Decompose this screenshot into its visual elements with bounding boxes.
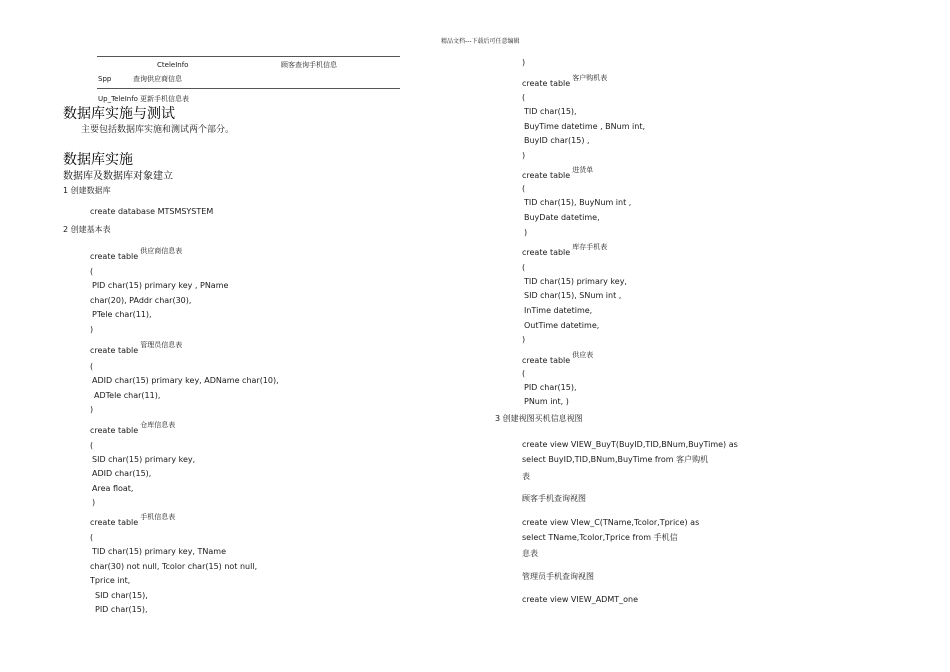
page-header: 精品文档---下载后可任意编辑 bbox=[441, 38, 520, 45]
table-name: 客户购机表 bbox=[572, 74, 608, 82]
code-line: ) bbox=[92, 498, 96, 507]
code-line bbox=[90, 421, 176, 436]
step-1: 1 创建数据库 bbox=[63, 186, 111, 195]
code-line: ) bbox=[524, 228, 528, 237]
code-line: BuyDate datetime, bbox=[524, 213, 600, 222]
code-line: Tprice int, bbox=[90, 576, 131, 585]
code-line: SID char(15), bbox=[95, 591, 148, 600]
code-line: ) bbox=[90, 325, 94, 334]
table-name: 供应商信息表 bbox=[140, 247, 183, 255]
code-line: TID char(15) primary key, TName bbox=[92, 547, 227, 556]
code-line: char(30) not null, Tcolor char(15) not null, bbox=[90, 562, 258, 571]
code-line: TID char(15) primary key, bbox=[524, 277, 627, 286]
code-line: ( bbox=[522, 369, 526, 378]
step-3: 3 创建视图买机信息视图 bbox=[495, 414, 583, 423]
code-keyword: create table bbox=[90, 252, 139, 261]
code-line: BuyTime datetime , BNum int, bbox=[524, 122, 646, 131]
code-keyword: create table bbox=[90, 346, 139, 355]
section-title: 数据库实施与测试 bbox=[63, 106, 175, 122]
code-line: SID char(15) primary key, bbox=[92, 455, 196, 464]
code-line: TID char(15), bbox=[524, 107, 577, 116]
code-line: PID char(15) primary key , PName bbox=[92, 281, 229, 290]
subsubsection-title: 数据库及数据库对象建立 bbox=[63, 171, 173, 182]
code-line: create view VIEW_ADMT_one bbox=[522, 595, 639, 604]
table-name: 手机信息表 bbox=[140, 513, 176, 521]
code-line bbox=[90, 247, 183, 262]
code-line bbox=[522, 243, 608, 258]
code-line: 表 bbox=[522, 472, 530, 481]
view-title: 顾客手机查询视图 bbox=[522, 494, 586, 503]
code-line: ) bbox=[90, 405, 94, 414]
code-line bbox=[90, 341, 183, 356]
code-line: ( bbox=[522, 93, 526, 102]
table-name: 库存手机表 bbox=[572, 243, 608, 251]
table-cell-name: Up_TeleInfo bbox=[98, 95, 138, 103]
code-line: ( bbox=[90, 362, 94, 371]
view-title: 管理员手机查询视图 bbox=[522, 572, 594, 581]
code-keyword: create table bbox=[522, 79, 571, 88]
code-line: SID char(15), SNum int , bbox=[524, 291, 622, 300]
code-keyword: create table bbox=[90, 426, 139, 435]
code-line: ) bbox=[522, 335, 526, 344]
table-cell-name: CteleInfo bbox=[157, 61, 189, 69]
table-name: 供应表 bbox=[572, 351, 594, 359]
code-line: ) bbox=[522, 151, 526, 160]
code-line bbox=[90, 513, 176, 528]
table-mid-rule bbox=[97, 88, 400, 89]
table-cell-name: Spp bbox=[98, 75, 112, 83]
code-line: create database MTSMSYSTEM bbox=[90, 207, 214, 216]
code-line: create view VIEW_BuyT(BuyID,TID,BNum,BuyTime) as bbox=[522, 440, 738, 449]
code-line: ) bbox=[522, 58, 526, 67]
code-line bbox=[522, 351, 594, 366]
code-line: OutTime datetime, bbox=[524, 321, 600, 330]
code-keyword: create table bbox=[90, 518, 139, 527]
code-line: ( bbox=[522, 263, 526, 272]
table-cell-desc: 查询供应商信息 bbox=[133, 75, 182, 83]
code-line: ( bbox=[90, 267, 94, 276]
code-line: ADTele char(11), bbox=[94, 391, 161, 400]
code-line: PID char(15), bbox=[524, 383, 577, 392]
table-cell-desc: 顾客查询手机信息 bbox=[281, 61, 337, 69]
section-intro: 主要包括数据库实施和测试两个部分。 bbox=[81, 125, 235, 135]
table-top-rule bbox=[97, 56, 400, 57]
code-line: ( bbox=[90, 441, 94, 450]
table-name: 仓库信息表 bbox=[140, 421, 176, 429]
code-line: select TName,Tcolor,Tprice from 手机信 bbox=[522, 533, 678, 542]
code-line bbox=[522, 74, 608, 89]
code-line: PID char(15), bbox=[95, 605, 148, 614]
code-line: InTime datetime, bbox=[524, 306, 593, 315]
code-line: 息表 bbox=[522, 549, 538, 558]
table-name: 管理员信息表 bbox=[140, 341, 183, 349]
table-name: 进货单 bbox=[572, 166, 594, 174]
code-line: PNum int, ) bbox=[524, 397, 569, 406]
code-keyword: create table bbox=[522, 171, 571, 180]
code-keyword: create table bbox=[522, 356, 571, 365]
code-line: char(20), PAddr char(30), bbox=[90, 296, 192, 305]
code-line: Area float, bbox=[92, 484, 134, 493]
table-cell-desc: 更新手机信息表 bbox=[140, 95, 189, 103]
code-line: ( bbox=[522, 184, 526, 193]
code-line: BuyID char(15) , bbox=[524, 136, 590, 145]
code-line: ADID char(15), bbox=[92, 469, 152, 478]
code-line: ( bbox=[90, 533, 94, 542]
code-line: PTele char(11), bbox=[92, 310, 152, 319]
code-line: create view VIew_C(TName,Tcolor,Tprice) as bbox=[522, 518, 700, 527]
code-keyword: create table bbox=[522, 248, 571, 257]
code-line bbox=[522, 166, 594, 181]
code-line: ADID char(15) primary key, ADName char(10), bbox=[92, 376, 279, 385]
step-2: 2 创建基本表 bbox=[63, 225, 111, 234]
subsection-title: 数据库实施 bbox=[63, 152, 133, 168]
code-line: select BuyID,TID,BNum,BuyTime from 客户购机 bbox=[522, 455, 709, 464]
code-line: TID char(15), BuyNum int , bbox=[524, 198, 632, 207]
